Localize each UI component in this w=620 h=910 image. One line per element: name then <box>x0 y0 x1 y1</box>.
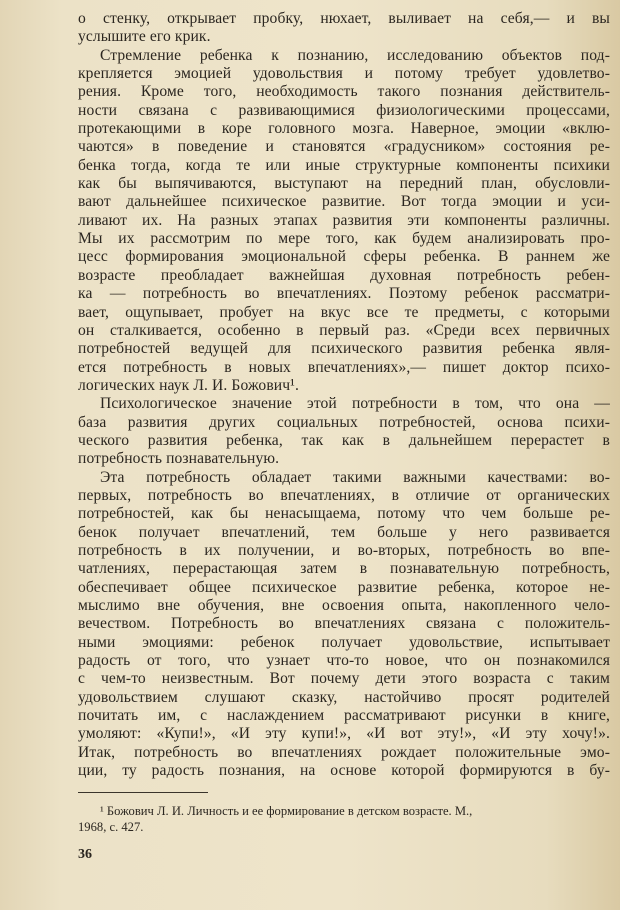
text-line: с чем-то неизвестным. Вот почему дети этого возраста с таким <box>78 670 610 688</box>
text-line: мыслимо вне обучения, вне освоения опыта, накопленного чело- <box>78 597 610 614</box>
page-number: 36 <box>78 847 92 862</box>
text-line: бенок получает впечатлений, тем больше у него развивается <box>78 523 610 541</box>
paragraph-1 <box>78 10 610 47</box>
text-line: протекающими в коре головного мозга. Наверное, эмоции «вклю- <box>78 120 610 138</box>
text-line: бенка тогда, когда те или иные структурные компоненты психики <box>78 156 610 174</box>
text-line: ции, ту радость познания, на основе которой формируются в бу- <box>78 762 610 780</box>
text-line: потребностей, как бы ненасыщаема, потому что чем больше ре- <box>78 505 610 523</box>
text-line: логических наук Л. И. Божович¹. <box>78 376 299 394</box>
text-line: Итак, потребность во впечатлениях рождает положительные эмо- <box>78 743 610 761</box>
text-line: услышите его крик. <box>78 28 211 46</box>
paragraph-3 <box>78 395 610 468</box>
text-line: Психологическое значение этой потребности в том, что она — <box>100 395 610 413</box>
text-line: крепляется эмоцией удовольствия и потому требует удовлетво- <box>78 65 610 83</box>
text-line: Эта потребность обладает такими важными качествами: во- <box>100 468 610 486</box>
text-line: чаются» в поведение и становятся «градусником» состояния ре- <box>78 138 610 156</box>
text-line: потребность в их получении, и во-вторых, потребность во впе- <box>78 541 610 559</box>
text-line: вает, ощупывает, пробует на вкус все те предметы, с которыми <box>78 303 610 321</box>
text-line: ливают их. На разных этапах развития эти компоненты различны. <box>78 211 610 229</box>
text-line: потребность познавательную. <box>78 450 280 468</box>
text-line: возрасте преобладает важнейшая духовная потребность ребен- <box>78 266 610 284</box>
text-line: вают дальнейшее психическое развитие. Вот тогда эмоции и уси- <box>78 193 610 211</box>
text-line: ности связана с развивающимися физиологическими процессами, <box>78 101 610 119</box>
text-line: удовольствием слушают сказку, настойчиво просят родителей <box>78 688 610 706</box>
text-line: почитать им, с наслаждением рассматривают рисунки в книге, <box>78 707 610 725</box>
text-line: цесс формирования эмоциональной сферы ребенка. В раннем же <box>78 248 610 266</box>
text-line: Стремление ребенка к познанию, исследованию объектов под- <box>100 46 610 64</box>
footnote-divider <box>78 792 208 793</box>
text-line: умоляют: «Купи!», «И эту купи!», «И вот эту!», «И эту хочу!». <box>78 725 610 743</box>
text-line: вечеством. Потребность во впечатлениях связана с положитель- <box>78 615 610 633</box>
text-line: чатлениях, перерастающая затем в познавательную потребность, <box>78 560 610 578</box>
text-line: о стенку, открывает пробку, нюхает, выливает на себя,— и вы <box>78 10 610 27</box>
footnote-line: 1968, с. 427. <box>78 820 144 834</box>
text-line: потребностей ведущей для психического развития ребенка явля- <box>78 340 610 358</box>
paragraph-2 <box>78 47 610 396</box>
footnote <box>78 803 610 835</box>
text-line: ется потребность в новых впечатлениях»,— пишет доктор психо- <box>78 358 610 376</box>
text-line: рения. Кроме того, необходимость такого познания действитель- <box>78 83 610 101</box>
text-line: ными эмоциями: ребенок получает удовольствие, испытывает <box>78 633 610 651</box>
page-body <box>78 10 610 780</box>
paragraph-4 <box>78 469 610 781</box>
footnote-line: ¹ Божович Л. И. Личность и ее формирование в детском возрасте. М., <box>100 804 473 818</box>
text-line: он сталкивается, особенно в первый раз. «Среди всех первичных <box>78 321 610 339</box>
text-line: радость от того, что узнает что-то новое, что он познакомился <box>78 652 610 670</box>
text-line: ческого развития ребенка, так как в дальнейшем перерастет в <box>78 431 610 449</box>
text-line: база развития других социальных потребностей, основа психи- <box>78 413 610 431</box>
text-line: Мы их рассмотрим по мере того, как будем анализировать про- <box>78 230 610 248</box>
text-line: ка — потребность во впечатлениях. Поэтому ребенок рассматри- <box>78 285 610 303</box>
text-line: обеспечивает общее психическое развитие ребенка, которое не- <box>78 578 610 596</box>
text-line: первых, потребность во впечатлениях, в отличие от органических <box>78 486 610 504</box>
text-line: как бы выпячиваются, выступают на передний план, обусловли- <box>78 175 610 193</box>
